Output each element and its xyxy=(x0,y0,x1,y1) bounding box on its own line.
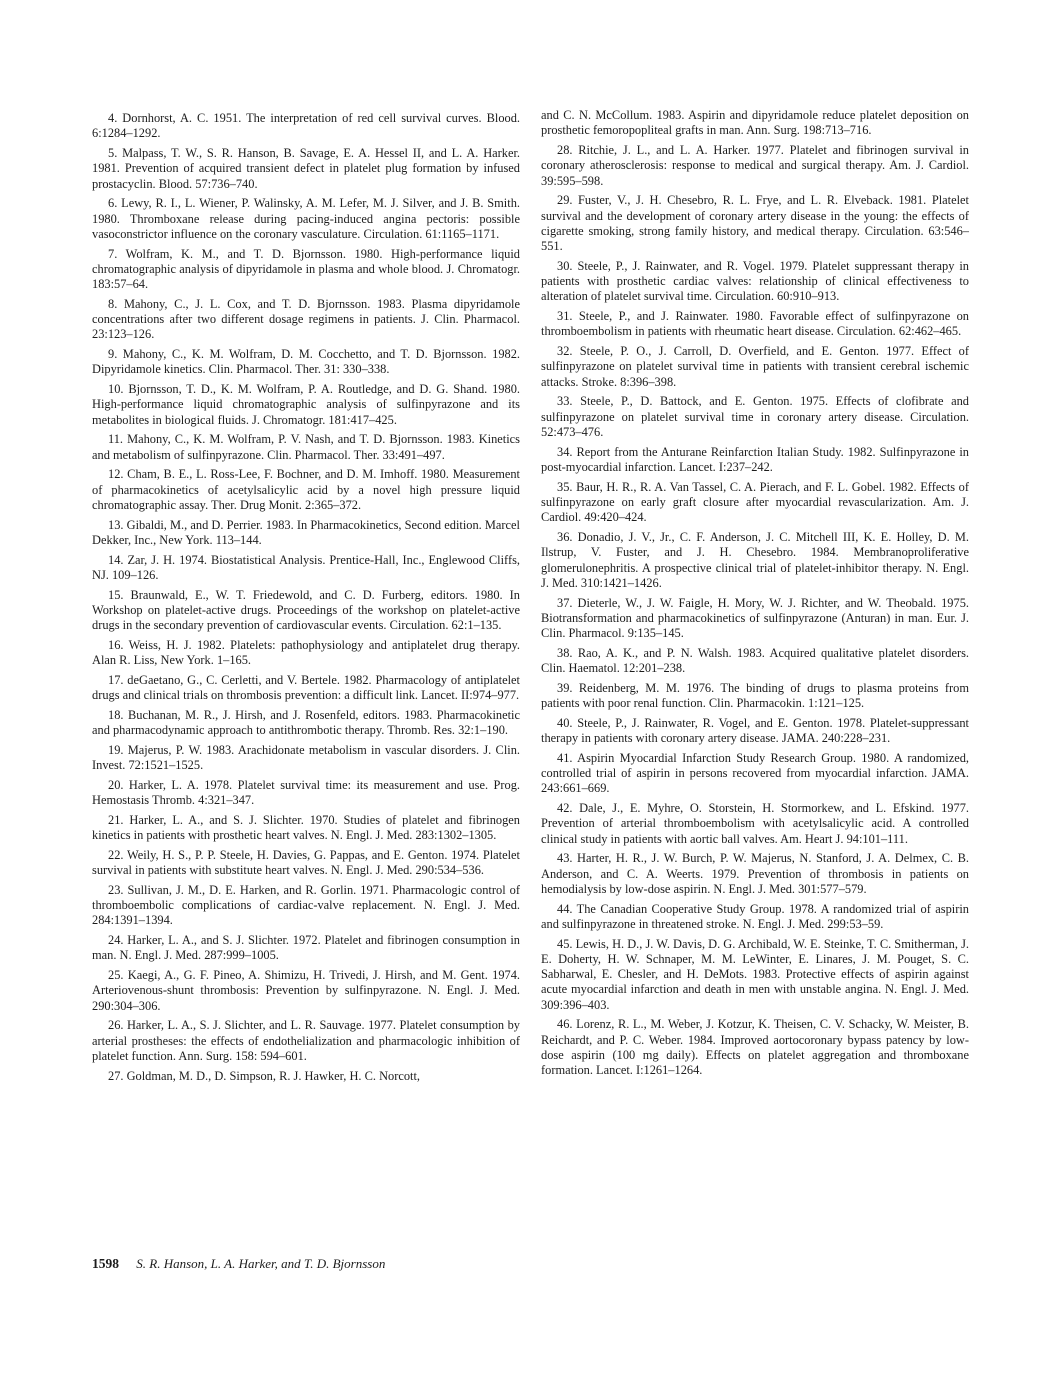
reference-item: 7. Wolfram, K. M., and T. D. Bjornsson. 1980. High-performance liquid chromatographic analysis of dipyridamole in plasma and whole blood. J. Chromatogr. 183:57–64. xyxy=(92,246,520,292)
reference-item: 38. Rao, A. K., and P. N. Walsh. 1983. Acquired qualitative platelet disorders. Clin. Haematol. 12:201–238. xyxy=(541,645,969,676)
reference-item: 23. Sullivan, J. M., D. E. Harken, and R. Gorlin. 1971. Pharmacologic control of thromboembolic complications of cardiac-valve replacement. N. Engl. J. Med. 284:1391–1394. xyxy=(92,882,520,928)
reference-item: 44. The Canadian Cooperative Study Group. 1978. A randomized trial of aspirin and sulfinpyrazone in threatened stroke. N. Engl. J. Med. 299:53–59. xyxy=(541,901,969,931)
reference-item: 28. Ritchie, J. L., and L. A. Harker. 1977. Platelet and fibrinogen survival in coronary atherosclerosis: response to medical and surgical therapy. Am. J. Cardiol. 39:595–598. xyxy=(541,142,969,188)
reference-continuation: and C. N. McCollum. 1983. Aspirin and dipyridamole reduce platelet deposition on prosthetic femoropopliteal grafts in man. Ann. Surg. 198:713–716. xyxy=(541,108,969,138)
reference-item: 43. Harter, H. R., J. W. Burch, P. W. Majerus, N. Stanford, J. A. Delmex, C. B. Anderson, and C. A. Weerts. 1979. Prevention of thrombosis in patients on hemodialysis by low-dose aspirin. N. Engl. J. Med. 301:577–579. xyxy=(541,851,969,896)
reference-item: 6. Lewy, R. I., L. Wiener, P. Walinsky, A. M. Lefer, M. J. Silver, and J. B. Smith. 1980. Thromboxane release during pacing-induced angina pectoris: possible vasoconstrictor influence on the coronary vasculature. Circulation. 61:1165–1171. xyxy=(92,196,520,241)
reference-item: 39. Reidenberg, M. M. 1976. The binding of drugs to plasma proteins from patients with poor renal function. Clin. Pharmacokin. 1:121–125. xyxy=(541,680,969,711)
reference-item: 16. Weiss, H. J. 1982. Platelets: pathophysiology and antiplatelet drug therapy. Alan R. Liss, New York. 1–165. xyxy=(92,637,520,668)
reference-item: 17. deGaetano, G., C. Cerletti, and V. Bertele. 1982. Pharmacology of antiplatelet drugs and clinical trials on thrombosis prevention: a difficult link. Lancet. II:974–977. xyxy=(92,672,520,703)
reference-item: 13. Gibaldi, M., and D. Perrier. 1983. In Pharmacokinetics, Second edition. Marcel Dekker, Inc., New York. 113–144. xyxy=(92,517,520,547)
reference-item: 29. Fuster, V., J. H. Chesebro, R. L. Frye, and L. R. Elveback. 1981. Platelet survival and the development of coronary artery disease in the young: the effects of cigarette smoking, strong family history, and medical therapy. Circulation. 63:546–551. xyxy=(541,193,969,254)
reference-item: 14. Zar, J. H. 1974. Biostatistical Analysis. Prentice-Hall, Inc., Englewood Cliffs, NJ. 109–126. xyxy=(92,552,520,582)
reference-item: 25. Kaegi, A., G. F. Pineo, A. Shimizu, H. Trivedi, J. Hirsh, and M. Gent. 1974. Arteriovenous-shunt thrombosis: Prevention by sulfinpyrazone. N. Engl. J. Med. 290:304–306. xyxy=(92,968,520,1013)
reference-item: 32. Steele, P. O., J. Carroll, D. Overfield, and E. Genton. 1977. Effect of sulfinpyrazone on platelet survival time in patients with transient cerebral ischemic attacks. Stroke. 8:396–398. xyxy=(541,344,969,389)
reference-item: 18. Buchanan, M. R., J. Hirsh, and J. Rosenfeld, editors. 1983. Pharmacokinetic and pharmacodynamic approach to antithrombotic therapy. Thromb. Res. 32:1–190. xyxy=(92,707,520,738)
reference-item: 4. Dornhorst, A. C. 1951. The interpretation of red cell survival curves. Blood. 6:1284–1292. xyxy=(92,111,520,141)
reference-item: 12. Cham, B. E., L. Ross-Lee, F. Bochner, and D. M. Imhoff. 1980. Measurement of pharmacokinetics of acetylsalicylic acid by a novel high pressure liquid chromatographic assay. Ther. Drug Monit. 2:365–372. xyxy=(92,467,520,512)
reference-item: 27. Goldman, M. D., D. Simpson, R. J. Hawker, H. C. Norcott, xyxy=(108,1068,421,1083)
reference-item: 33. Steele, P., D. Battock, and E. Genton. 1975. Effects of clofibrate and sulfinpyrazone on platelet survival time in coronary artery disease. Circulation. 52:473–476. xyxy=(541,394,969,439)
reference-item: 31. Steele, P., and J. Rainwater. 1980. Favorable effect of sulfinpyrazone on thromboembolism in patients with rheumatic heart disease. Circulation. 62:462–465. xyxy=(541,309,969,339)
reference-item: 42. Dale, J., E. Myhre, O. Storstein, H. Stormorkew, and L. Efskind. 1977. Prevention of arterial thromboembolism with acetylsalicylic acid. A controlled clinical study in patients with aortic ball valves. Am. Heart J. 94:101–111. xyxy=(541,801,969,846)
reference-item: 35. Baur, H. R., R. A. Van Tassel, C. A. Pierach, and F. L. Gobel. 1982. Effects of sulfinpyrazone on early graft closure after myocardial revascularization. Am. J. Cardiol. 49:420–424. xyxy=(541,479,969,525)
reference-item: 19. Majerus, P. W. 1983. Arachidonate metabolism in vascular disorders. J. Clin. Invest. 72:1521–1525. xyxy=(92,742,520,773)
reference-item: 5. Malpass, T. W., S. R. Hanson, B. Savage, E. A. Hessel II, and L. A. Harker. 1981. Prevention of acquired transient defect in platelet plug formation by infused prostacyclin. Blood. 57:736–740. xyxy=(92,145,520,191)
reference-item: 45. Lewis, H. D., J. W. Davis, D. G. Archibald, W. E. Steinke, T. C. Smitherman, J. E. Doherty, H. W. Schnaper, M. M. LeWinter, E. Linares, J. M. Pouget, S. C. Sabharwal, E. Chesler, and H. DeMots. 1983. Protective effects of aspirin against acute myocardial infarction and death in men with unstable angina. N. Engl. J. Med. 309:396–403. xyxy=(541,936,969,1012)
page-footer xyxy=(92,1256,385,1272)
reference-item: 24. Harker, L. A., and S. J. Slichter. 1972. Platelet and fibrinogen consumption in man. N. Engl. J. Med. 287:999–1005. xyxy=(92,933,520,963)
reference-item: 46. Lorenz, R. L., M. Weber, J. Kotzur, K. Theisen, C. V. Schacky, W. Meister, B. Reichardt, and P. C. Weber. 1984. Improved aortocoronary bypass patency by low-dose aspirin (100 mg daily). Effects on platelet aggregation and thromboxane formation. Lancet. I:1261–1264. xyxy=(541,1017,969,1078)
reference-item: 41. Aspirin Myocardial Infarction Study Research Group. 1980. A randomized, controlled trial of aspirin in persons recovered from myocardial infarction. JAMA. 243:661–669. xyxy=(541,750,969,796)
running-footer-authors: S. R. Hanson, L. A. Harker, and T. D. Bjornsson xyxy=(136,1256,386,1271)
reference-item: 10. Bjornsson, T. D., K. M. Wolfram, P. A. Routledge, and D. G. Shand. 1980. High-performance liquid chromatographic analysis of sulfinpyrazone and its metabolites in biological fluids. J. Chromatogr. 181:417–425. xyxy=(92,382,520,427)
reference-item: 34. Report from the Anturane Reinfarction Italian Study. 1982. Sulfinpyrazone in post-myocardial infarction. Lancet. I:237–242. xyxy=(541,444,969,474)
reference-item: 37. Dieterle, W., J. W. Faigle, H. Mory, W. J. Richter, and W. Theobald. 1975. Biotransformation and pharmacokinetics of sulfinpyrazone (Anturan) in man. Eur. J. Clin. Pharmacol. 9:135–145. xyxy=(541,595,969,641)
reference-item: 21. Harker, L. A., and S. J. Slichter. 1970. Studies of platelet and fibrinogen kinetics in patients with prosthetic heart valves. N. Engl. J. Med. 283:1302–1305. xyxy=(92,812,520,843)
page-number: 1598 xyxy=(92,1256,119,1271)
reference-item: 30. Steele, P., J. Rainwater, and R. Vogel. 1979. Platelet suppressant therapy in patients with prosthetic cardiac valves: relationship of clinical effectiveness to alteration of platelet survival time. Circulation. 60:910–913. xyxy=(541,258,969,304)
reference-item: 15. Braunwald, E., W. T. Friedewold, and C. D. Furberg, editors. 1980. In Workshop on platelet-active drugs. Proceedings of the workshop on platelet-active drugs in the secondary prevention of cardiovascular events. Circulation. 62:1–135. xyxy=(92,587,520,633)
reference-item: 20. Harker, L. A. 1978. Platelet survival time: its measurement and use. Prog. Hemostasis Thromb. 4:321–347. xyxy=(92,777,520,808)
reference-item: 22. Weily, H. S., P. P. Steele, H. Davies, G. Pappas, and E. Genton. 1974. Platelet survival in patients with substitute heart valves. N. Engl. J. Med. 290:534–536. xyxy=(92,847,520,878)
reference-item: 9. Mahony, C., K. M. Wolfram, D. M. Cocchetto, and T. D. Bjornsson. 1982. Dipyridamole kinetics. Clin. Pharmacol. Ther. 31: 330–338. xyxy=(92,347,520,377)
reference-item: 11. Mahony, C., K. M. Wolfram, P. V. Nash, and T. D. Bjornsson. 1983. Kinetics and metabolism of sulfinpyrazone. Clin. Pharmacol. Ther. 33:491–497. xyxy=(92,432,520,462)
reference-item: 8. Mahony, C., J. L. Cox, and T. D. Bjornsson. 1983. Plasma dipyridamole concentrations after two different dosage regimens in patients. J. Clin. Pharmacol. 23:123–126. xyxy=(92,296,520,342)
reference-item: 36. Donadio, J. V., Jr., C. F. Anderson, J. C. Mitchell III, K. E. Holley, D. M. Ilstrup, V. Fuster, and J. H. Chesebro. 1984. Membranoproliferative glomerulonephritis. A prospective clinical trial of platelet-inhibitor therapy. N. Engl. J. Med. 310:1421–1426. xyxy=(541,529,969,590)
reference-item: 40. Steele, P., J. Rainwater, R. Vogel, and E. Genton. 1978. Platelet-suppressant therapy in patients with coronary artery disease. JAMA. 240:228–231. xyxy=(541,715,969,746)
reference-column-left xyxy=(92,111,520,1088)
reference-item: 26. Harker, L. A., S. J. Slichter, and L. R. Sauvage. 1977. Platelet consumption by arterial prostheses: the effects of endothelialization and pharmacologic inhibition of platelet function. Ann. Surg. 158: 594–601. xyxy=(92,1018,520,1063)
reference-column-right xyxy=(541,108,969,1083)
